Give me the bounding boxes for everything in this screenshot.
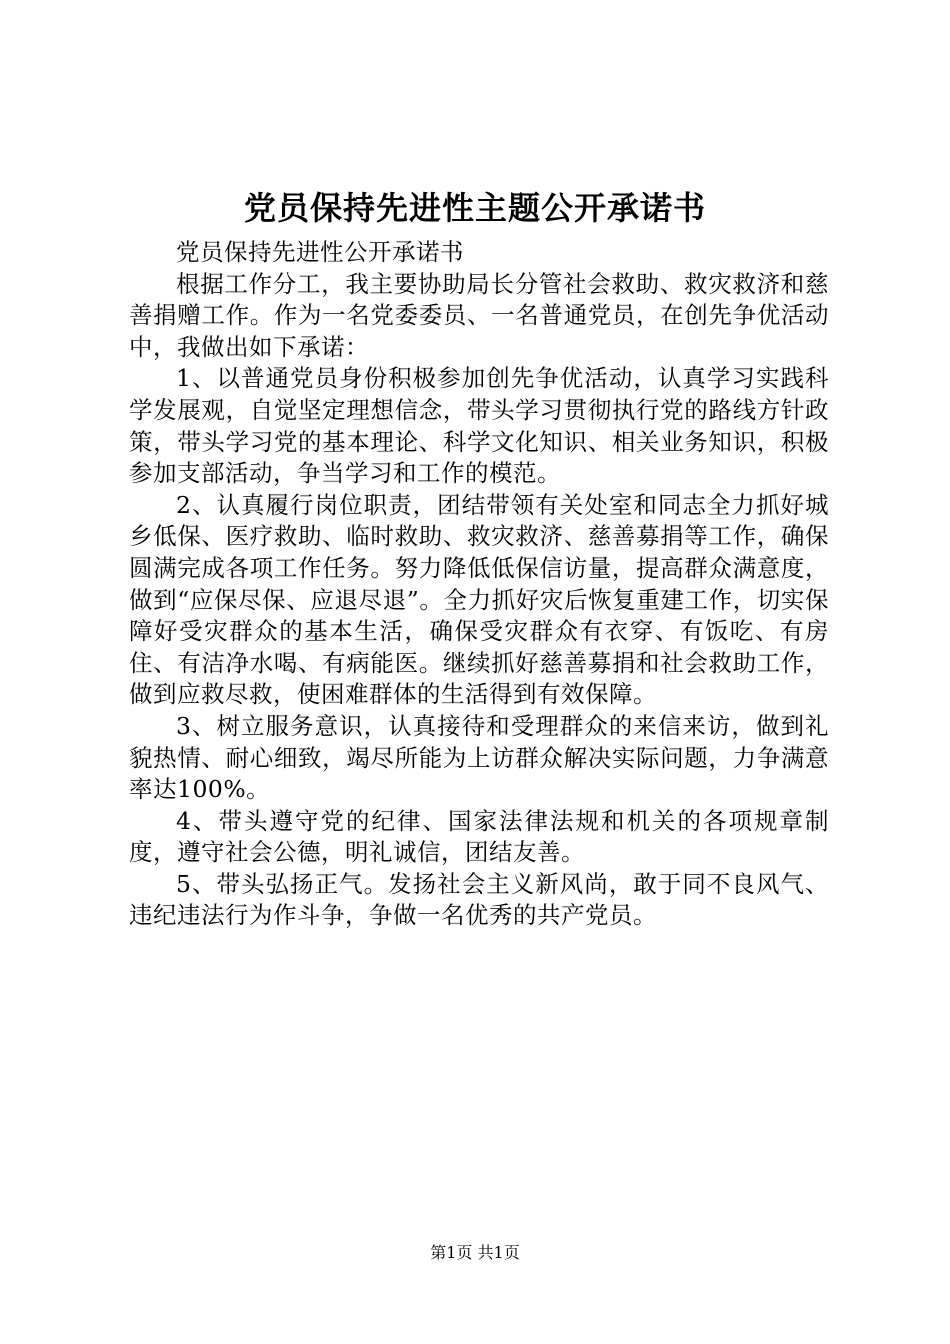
commitment-3-paragraph: 3、树立服务意识，认真接待和受理群众的来信来访，做到礼貌热情、耐心细致，竭尽所能为上访群众解决实际问题，力争满意率达100%。: [129, 711, 829, 804]
commitment-2-paragraph: 2、认真履行岗位职责，团结带领有关处室和同志全力抓好城乡低保、医疗救助、临时救助、救灾救济、慈善募捐等工作，确保圆满完成各项工作任务。努力降低低保信访量，提高群众满意度，做到“应保尽保、应退尽退”。全力抓好灾后恢复重建工作，切实保障好受灾群众的基本生活，确保受灾群众有衣穿、有饭吃、有房住、有洁净水喝、有病能医。继续抓好慈善募捐和社会救助工作，做到应救尽救，使困难群体的生活得到有效保障。: [129, 490, 829, 709]
commitment-4-paragraph: 4、带头遵守党的纪律、国家法律法规和机关的各项规章制度，遵守社会公德，明礼诚信，团结友善。: [129, 806, 829, 867]
subtitle-paragraph: 党员保持先进性公开承诺书: [176, 238, 464, 266]
page-footer: 第1页 共1页: [430, 1243, 520, 1262]
commitment-1-paragraph: 1、以普通党员身份积极参加创先争优活动，认真学习实践科学发展观，自觉坚定理想信念，带头学习贯彻执行党的路线方针政策，带头学习党的基本理论、科学文化知识、相关业务知识，积极参加支部活动，争当学习和工作的模范。: [129, 364, 829, 488]
commitment-5-paragraph: 5、带头弘扬正气。发扬社会主义新风尚，敢于同不良风气、违纪违法行为作斗争，争做一名优秀的共产党员。: [129, 869, 829, 930]
document-title: 党员保持先进性主题公开承诺书: [243, 189, 706, 227]
intro-paragraph: 根据工作分工，我主要协助局长分管社会救助、救灾救济和慈善捐赠工作。作为一名党委委员、一名普通党员，在创先争优活动中，我做出如下承诺：: [129, 269, 829, 361]
document-body: [129, 237, 829, 932]
